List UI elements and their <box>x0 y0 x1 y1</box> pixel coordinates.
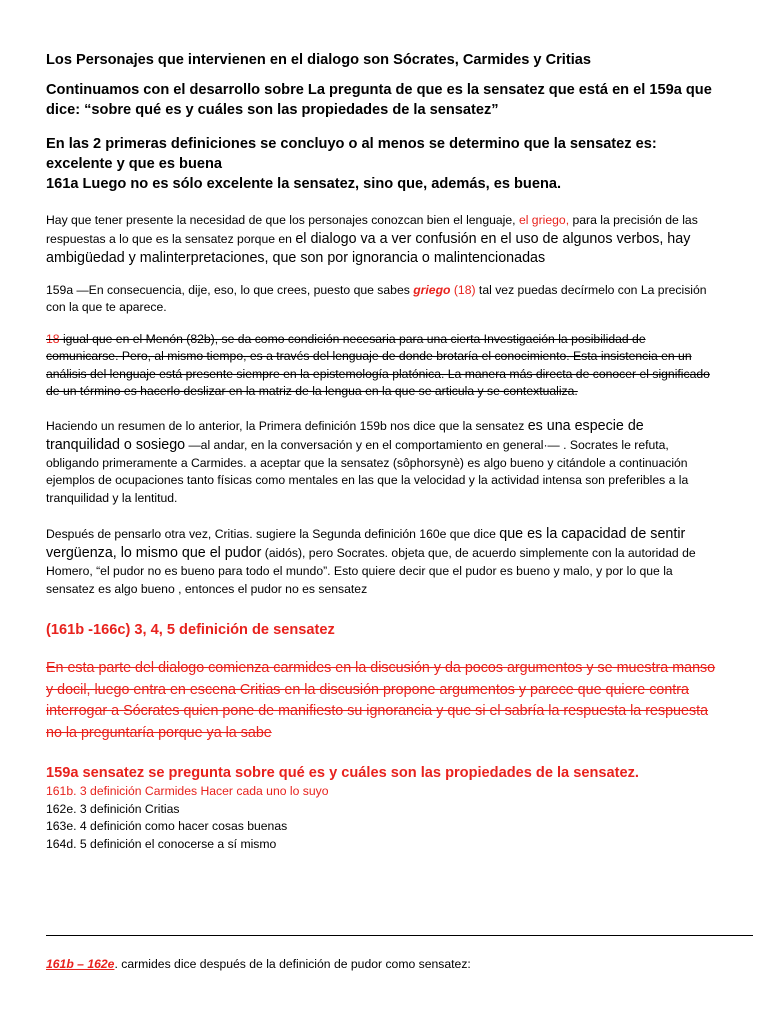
heading-161a: 161a Luego no es sólo excelente la sensatez, sino que, además, es buena. <box>46 176 562 192</box>
heading-first-definitions: En las 2 primeras definiciones se concluyo o al menos se determino que la sensatez es: excelente y que es buena <box>46 136 657 172</box>
document-body <box>46 50 718 853</box>
section-title-definitions: (161b -166c) 3, 4, 5 definición de sensatez <box>46 622 335 638</box>
footer-line: 161b – 162e. carmides dice después de la definición de pudor como sensatez: <box>46 957 471 971</box>
highlight-griego-italic: griego <box>413 282 451 297</box>
footer-reference: 161b – 162e <box>46 957 115 971</box>
definition-item: 164d. 5 definición el conocerse a sí mismo <box>46 836 277 851</box>
question-title-159a: 159a sensatez se pregunta sobre qué es y cuáles son las propiedades de la sensatez. <box>46 765 639 781</box>
footnote-reference: (18) <box>450 282 476 297</box>
heading-continuation: Continuamos con el desarrollo sobre La pregunta de que es la sensatez que está en el 159a que dice: “sobre qué es y cuáles son las propiedades de la sensatez” <box>46 82 712 118</box>
paragraph-second-definition: Después de pensarlo otra vez, Critias. sugiere la Segunda definición 160e que dice que es la capacidad de sentir vergüenza, lo mismo que el pudor (aidós), pero Socrates. objeta que, de acuerdo simplemente con la autoridad de Homero, “el pudor no es bueno para todo el mundo”. Esto quiere decir que el pudor es bueno y malo, y por lo que la sensatez es algo bueno , entonces el pudor no es sensatez <box>46 526 696 596</box>
paragraph-language: Hay que tener presente la necesidad de que los personajes conozcan bien el lenguaje, el griego, para la precisión de las respuestas a lo que es la sensatez porque en el dialogo va a ver confusión en el uso de algunos verbos, hay ambigüedad y malinterpretaciones, que son por ignorancia o malintencionadas <box>46 213 698 266</box>
highlight-griego: el griego, <box>518 213 570 227</box>
definition-item: 162e. 3 definición Critias <box>46 801 180 816</box>
paragraph-159a-quote: 159a —En consecuencia, dije, eso, lo que crees, puesto que sabes griego (18) tal vez puedas decírmelo con La precisión con la que te aparece. <box>46 282 707 314</box>
definition-item: 163e. 4 definición como hacer cosas buenas <box>46 819 288 833</box>
footnote-number: 18 <box>46 331 60 346</box>
paragraph-struck-red: En esta parte del dialogo comienza carmides en la discusión y da pocos argumentos y se muestra manso y docil, luego entra en escena Critias en la discusión propone argumentos y parece que quiere contra interrogar a Sócrates quien pone de manifiesto su ignorancia y que si el sabría la respuesta la respuesta no la preguntaría porque ya la sabe <box>46 660 716 741</box>
paragraph-first-definition: Haciendo un resumen de lo anterior, la Primera definición 159b nos dice que la sensatez es una especie de tranquilidad o sosiego —al andar, en la conversación y en el comportamiento en general·— . Socrates le refuta, obligando primeramente a Carmides. a aceptar que la sensatez (sôphorsynè) es algo bueno y citándole a continuación ejemplos de ocupaciones tanto físicas como mentales en las que la velocidad y la actividad intensa son preferibles a la tranquilidad y la lentitud. <box>46 417 689 505</box>
heading-characters: Los Personajes que intervienen en el dialogo son Sócrates, Carmides y Critias <box>46 52 592 68</box>
horizontal-divider <box>46 935 753 936</box>
footnote-18-struck: 18 igual que en el Menón (82b), se da como condición necesaria para una cierta Investigación la posibilidad de comunicarse. Pero, al mismo tiempo, es a través del lenguaje de donde brotaría el conocimiento. Esta insistencia en un análisis del lenguaje está presente siempre en la epistemología platónica. La manera más directa de conocer el significado de un término es hacerlo deslizar en la matriz de la lengua en la que se articula y se contextualiza. <box>46 331 710 398</box>
definition-item: 161b. 3 definición Carmides Hacer cada uno lo suyo <box>46 784 329 798</box>
